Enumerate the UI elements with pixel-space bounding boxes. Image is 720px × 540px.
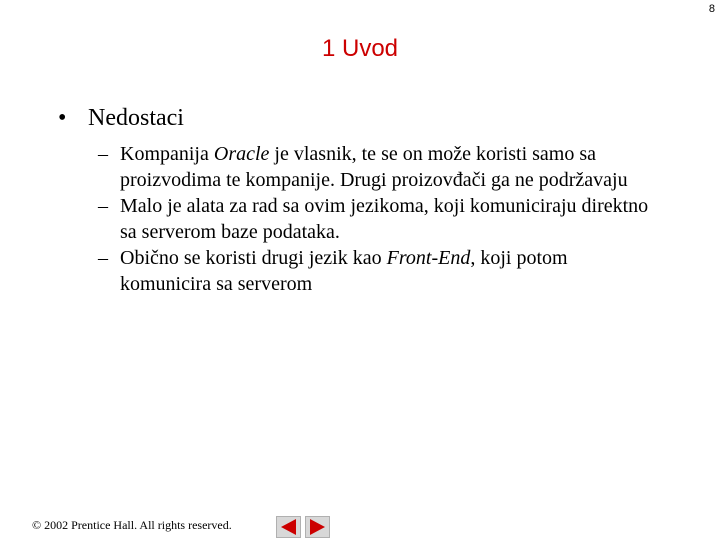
bullet-marker: • [58,105,67,131]
sub-bullet-item [98,141,658,193]
sub-bullet-text: Malo je alata za rad sa ovim jezikoma, koji komuniciraju direktno sa serverom baze podataka. [120,195,649,243]
main-bullet [58,104,184,132]
sub-bullet-list [98,141,658,297]
dash-marker: – [98,247,108,269]
next-slide-button[interactable] [305,516,330,538]
copyright-footer: © 2002 Prentice Hall. All rights reserved. [32,518,232,532]
triangle-left-icon [277,517,300,537]
slide-title: 1 Uvod [321,35,399,62]
sub-bullet-text: Obično se koristi drugi jezik kao Front-End, koji potom komunicira sa serverom [120,247,568,295]
previous-slide-button[interactable] [276,516,301,538]
triangle-right-icon [306,517,329,537]
oracle-emphasis: Oracle [213,143,270,165]
front-end-emphasis: Front-End [386,247,471,269]
main-bullet-text: Nedostaci [88,105,184,131]
page-number: 8 [708,3,715,15]
sub-bullet-item [98,245,658,297]
sub-bullet-item [98,193,658,245]
dash-marker: – [98,143,108,165]
sub-bullet-text: Kompanija Oracle je vlasnik, te se on može koristi samo sa proizvodima te kompanije. Drugi proizovđači ga ne podržavaju [120,143,628,191]
dash-marker: – [98,195,108,217]
